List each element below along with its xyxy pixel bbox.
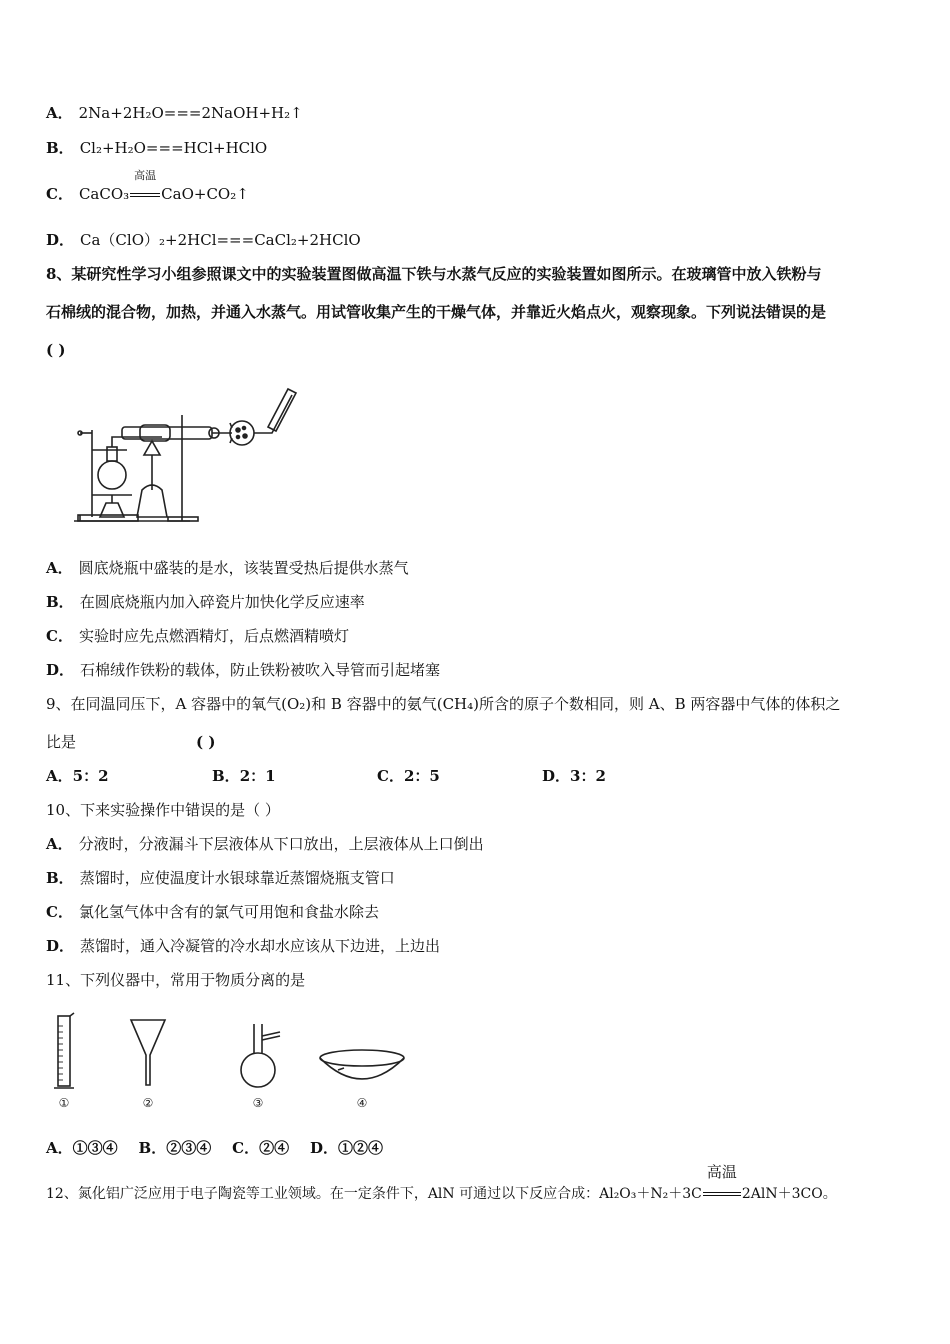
q11-option-d bbox=[310, 1138, 383, 1158]
iron-steam-apparatus-figure bbox=[72, 385, 302, 525]
answer-blank: ( ) bbox=[196, 733, 216, 751]
reaction-condition bbox=[702, 1163, 742, 1204]
q10-option-b bbox=[46, 868, 395, 888]
round-bottom-flask bbox=[98, 461, 126, 489]
drying-tube-bulb bbox=[230, 421, 254, 445]
q11-option-c bbox=[232, 1138, 289, 1158]
option-text: 蒸馏时，通入冷凝管的冷水却水应该从下边进，上边出 bbox=[80, 937, 441, 955]
q12-stem bbox=[46, 1163, 837, 1204]
q8-option-a bbox=[46, 558, 409, 578]
graduated-cylinder-icon bbox=[54, 1013, 74, 1088]
option-text: 3：2 bbox=[570, 767, 606, 785]
stem-text-end: 2AlN＋3CO。 bbox=[741, 1186, 837, 1202]
separation-instruments-figure bbox=[48, 1010, 418, 1115]
option-letter: B． bbox=[46, 593, 74, 611]
q8-blank: ( ) bbox=[46, 341, 66, 359]
q11-stem: 11、下列仪器中，常用于物质分离的是 bbox=[46, 971, 306, 989]
option-text: 2：5 bbox=[403, 767, 440, 785]
q9-stem-line2 bbox=[46, 732, 216, 752]
option-text: ②③④ bbox=[166, 1139, 212, 1157]
option-text: ②④ bbox=[259, 1139, 290, 1157]
q11-option-b bbox=[139, 1138, 212, 1158]
q9-option-d bbox=[542, 766, 606, 786]
q10-option-d bbox=[46, 936, 440, 956]
option-letter: B． bbox=[212, 767, 240, 785]
equation-left: CaCO₃ bbox=[78, 185, 130, 203]
option-text: ①③④ bbox=[72, 1139, 118, 1157]
q9-option-c bbox=[377, 766, 440, 786]
option-text: 在圆底烧瓶内加入碎瓷片加快化学反应速率 bbox=[79, 593, 365, 611]
q7-option-a bbox=[46, 103, 303, 123]
q9-stem-line1: 9、在同温同压下，A 容器中的氧气(O₂)和 B 容器中的氨气(CH₄)所含的原子个数相同，则 A、B 两容器中气体的体积之 bbox=[46, 695, 841, 713]
option-letter: B． bbox=[46, 139, 74, 157]
q8-stem-line2: 石棉绒的混合物，加热，并通入水蒸气。用试管收集产生的干燥气体，并靠近火焰点火，观察现象。下列说法错误的是 bbox=[46, 303, 827, 321]
option-text: 实验时应先点燃酒精灯，后点燃酒精喷灯 bbox=[78, 627, 349, 645]
condition-text: 高温 bbox=[706, 1163, 737, 1181]
option-letter: C． bbox=[46, 185, 73, 203]
option-letter: A． bbox=[46, 104, 73, 122]
option-text: 2：1 bbox=[239, 767, 276, 785]
option-text: ①②④ bbox=[338, 1139, 384, 1157]
option-letter: A． bbox=[46, 1139, 73, 1157]
option-text: 蒸馏时，应使温度计水银球靠近蒸馏烧瓶支管口 bbox=[79, 869, 395, 887]
q7-option-d bbox=[46, 230, 361, 250]
equation: Ca（ClO）₂+2HCl===CaCl₂+2HClO bbox=[80, 231, 361, 249]
instrument-label-4: ④ bbox=[356, 1096, 368, 1110]
option-letter: B． bbox=[46, 869, 74, 887]
option-letter: D． bbox=[46, 661, 75, 679]
instrument-label-3: ③ bbox=[252, 1096, 264, 1110]
instrument-label-1: ① bbox=[58, 1096, 70, 1110]
q10-option-c bbox=[46, 902, 379, 922]
option-text: 石棉绒作铁粉的载体，防止铁粉被吹入导管而引起堵塞 bbox=[80, 661, 441, 679]
equation: 2Na+2H₂O===2NaOH+H₂↑ bbox=[78, 104, 303, 122]
stem-text: 12、氮化铝广泛应用于电子陶瓷等工业领域。在一定条件下，AlN 可通过以下反应合成：Al₂O₃＋N₂＋3C bbox=[46, 1186, 702, 1202]
reaction-condition bbox=[129, 169, 161, 204]
option-letter: D． bbox=[46, 231, 75, 249]
condition-text: 高温 bbox=[134, 169, 157, 182]
equation: Cl₂+H₂O===HCl+HClO bbox=[79, 139, 268, 157]
option-letter: A． bbox=[46, 767, 73, 785]
option-letter: A． bbox=[46, 835, 73, 853]
option-letter: D． bbox=[46, 937, 75, 955]
equation-right: CaO+CO₂↑ bbox=[161, 185, 249, 203]
option-text: 氯化氢气体中含有的氯气可用饱和食盐水除去 bbox=[78, 903, 379, 921]
q10-option-a bbox=[46, 834, 484, 854]
q11-options bbox=[46, 1138, 383, 1158]
q8-stem-line1: 8、某研究性学习小组参照课文中的实验装置图做高温下铁与水蒸气反应的实验装置如图所示。在玻璃管中放入铁粉与 bbox=[46, 265, 822, 283]
q8-option-c bbox=[46, 626, 349, 646]
distillation-flask-icon bbox=[241, 1024, 280, 1087]
q8-option-b bbox=[46, 592, 365, 612]
collection-tube bbox=[254, 395, 292, 433]
option-text: 5：2 bbox=[72, 767, 109, 785]
q10-stem: 10、下来实验操作中错误的是（ ） bbox=[46, 801, 280, 819]
stem-text: 比是 bbox=[46, 733, 77, 751]
funnel-icon bbox=[131, 1020, 165, 1085]
option-text: 分液时，分液漏斗下层液体从下口放出，上层液体从上口倒出 bbox=[78, 835, 484, 853]
option-letter: C． bbox=[232, 1139, 260, 1157]
option-letter: C． bbox=[377, 767, 404, 785]
option-letter: C． bbox=[46, 903, 73, 921]
evaporating-dish-icon bbox=[320, 1050, 404, 1079]
option-letter: B． bbox=[138, 1139, 167, 1157]
option-text: 圆底烧瓶中盛装的是水，该装置受热后提供水蒸气 bbox=[78, 559, 409, 577]
option-letter: D． bbox=[542, 767, 571, 785]
q9-option-b bbox=[212, 766, 276, 786]
q7-option-c bbox=[46, 169, 249, 204]
instrument-label-2: ② bbox=[142, 1096, 154, 1110]
q8-option-d bbox=[46, 660, 440, 680]
q7-option-b bbox=[46, 138, 267, 158]
option-letter: D． bbox=[310, 1139, 339, 1157]
q11-option-a bbox=[46, 1138, 118, 1158]
option-letter: A． bbox=[46, 559, 73, 577]
option-letter: C． bbox=[46, 627, 73, 645]
q9-option-a bbox=[46, 766, 109, 786]
